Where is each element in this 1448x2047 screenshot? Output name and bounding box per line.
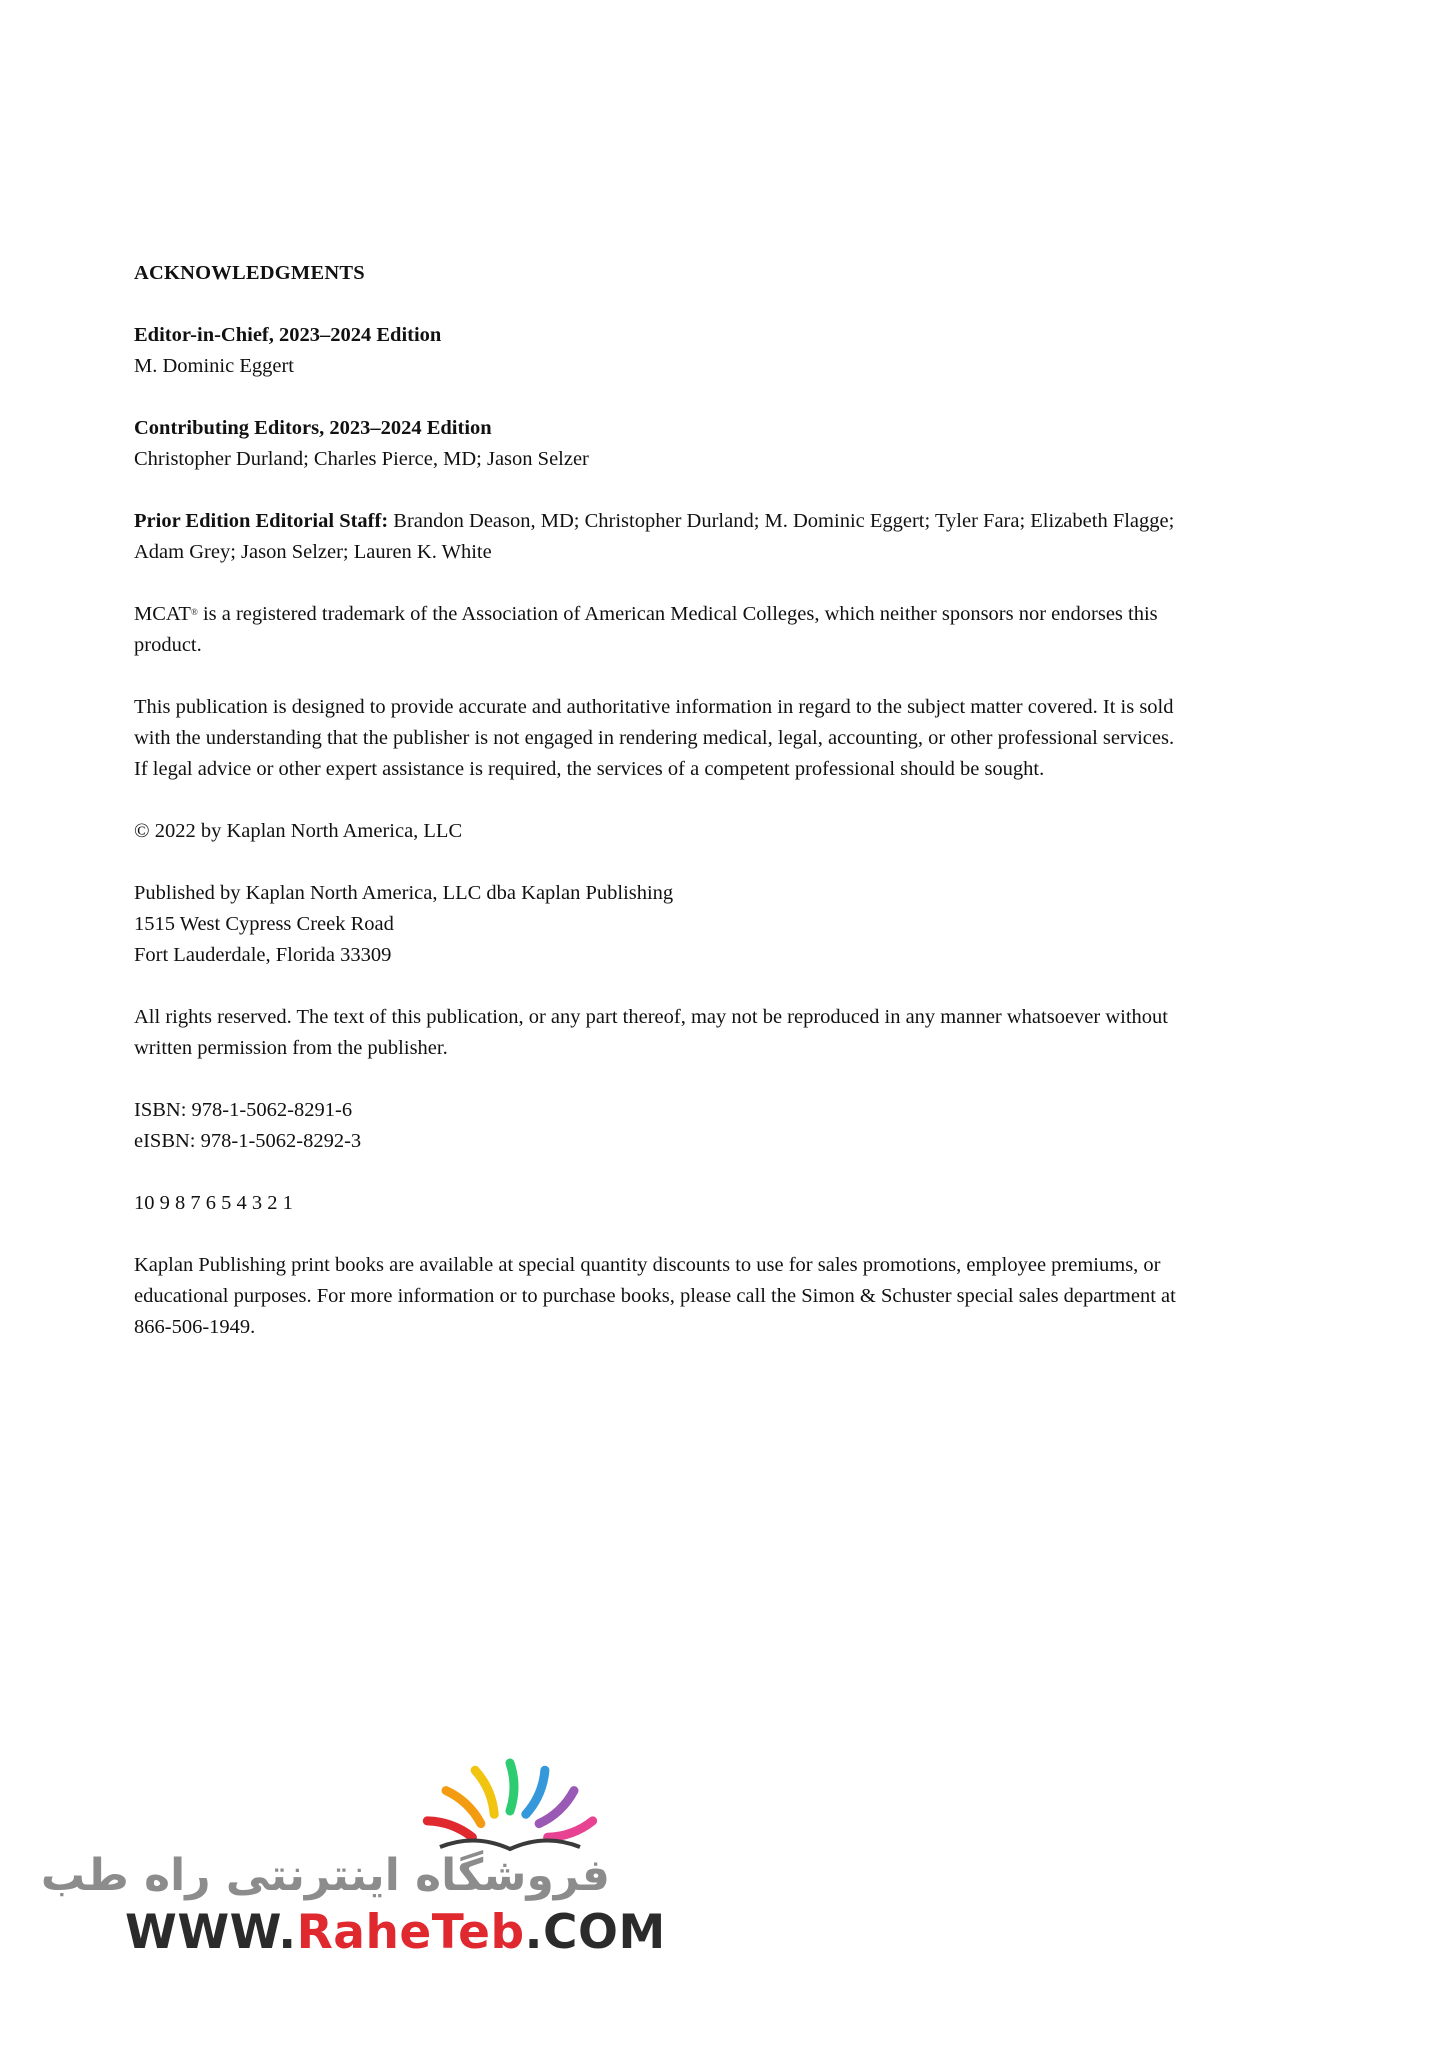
prior-staff-label: Prior Edition Editorial Staff:	[134, 510, 389, 532]
eisbn: eISBN: 978-1-5062-8292-3	[134, 1130, 362, 1152]
contributing-editors-label: Contributing Editors, 2023–2024 Edition	[134, 417, 492, 439]
watermark-persian-text: فروشگاه اینترنتی راه طب	[40, 1850, 610, 1901]
prior-staff-line1: Brandon Deason, MD; Christopher Durland; M. Dominic Eggert; Tyler Fara; Elizabeth Flagge;	[388, 510, 1175, 532]
registered-symbol: ®	[190, 607, 198, 617]
publisher-address: 1515 West Cypress Creek Road	[134, 913, 394, 935]
open-book-logo-icon	[420, 1755, 600, 1855]
publisher-section	[134, 878, 1334, 971]
rights-line: All rights reserved. The text of this publication, or any part thereof, may not be reproduced in any manner whatsoever without	[134, 1006, 1168, 1028]
page-heading: ACKNOWLEDGMENTS	[134, 262, 365, 284]
printing-line: 10 9 8 7 6 5 4 3 2 1	[134, 1192, 293, 1214]
editor-in-chief-label: Editor-in-Chief, 2023–2024 Edition	[134, 324, 442, 346]
publisher-city: Fort Lauderdale, Florida 33309	[134, 944, 392, 966]
url-suffix: .COM	[524, 1905, 666, 1960]
logo-page-stroke	[539, 1791, 574, 1824]
disclaimer-line: This publication is designed to provide accurate and authoritative information in regard to the subject matter covered. It is sold	[134, 696, 1174, 718]
prior-staff-section	[134, 506, 1334, 568]
rights-line: written permission from the publisher.	[134, 1037, 448, 1059]
url-brand: RaheTeb	[296, 1905, 525, 1960]
contributing-editors-section	[134, 413, 1334, 475]
disclaimer-line: with the understanding that the publisher is not engaged in rendering medical, legal, accounting, or other professional services.	[134, 727, 1175, 749]
logo-page-stroke	[510, 1763, 514, 1811]
isbn: ISBN: 978-1-5062-8291-6	[134, 1099, 353, 1121]
copyright-page	[134, 258, 1334, 1374]
prior-staff-line2: Adam Grey; Jason Selzer; Lauren K. White	[134, 541, 492, 563]
disclaimer-line: If legal advice or other expert assistance is required, the services of a competent professional should be sought.	[134, 758, 1045, 780]
watermark-url	[125, 1905, 666, 1960]
publisher-line: Published by Kaplan North America, LLC dba Kaplan Publishing	[134, 882, 674, 904]
disclaimer-section	[134, 692, 1334, 785]
raheteb-watermark	[40, 1755, 666, 1965]
logo-page-stroke	[526, 1770, 545, 1814]
logo-page-stroke	[446, 1791, 481, 1824]
special-sales-line: Kaplan Publishing print books are available at special quantity discounts to use for sales promotions, employee premiums, or	[134, 1254, 1161, 1276]
copyright-line: © 2022 by Kaplan North America, LLC	[134, 820, 463, 842]
trademark-section	[134, 599, 1334, 661]
contributing-editors-names: Christopher Durland; Charles Pierce, MD; Jason Selzer	[134, 448, 589, 470]
logo-page-stroke	[548, 1821, 593, 1837]
special-sales-section	[134, 1250, 1334, 1343]
logo-page-stroke	[475, 1770, 494, 1814]
isbn-section	[134, 1095, 1334, 1157]
editor-in-chief-section	[134, 320, 1334, 382]
special-sales-line: 866-506-1949.	[134, 1316, 256, 1338]
trademark-mark: MCAT	[134, 603, 191, 625]
trademark-line1: is a registered trademark of the Association of American Medical Colleges, which neither sponsors nor endorses this	[197, 603, 1158, 625]
url-prefix: WWW.	[125, 1905, 297, 1960]
editor-in-chief-name: M. Dominic Eggert	[134, 355, 294, 377]
trademark-line2: product.	[134, 634, 202, 656]
rights-section	[134, 1002, 1334, 1064]
logo-page-stroke	[427, 1821, 472, 1837]
special-sales-line: educational purposes. For more information or to purchase books, please call the Simon & Schuster special sales department at	[134, 1285, 1176, 1307]
